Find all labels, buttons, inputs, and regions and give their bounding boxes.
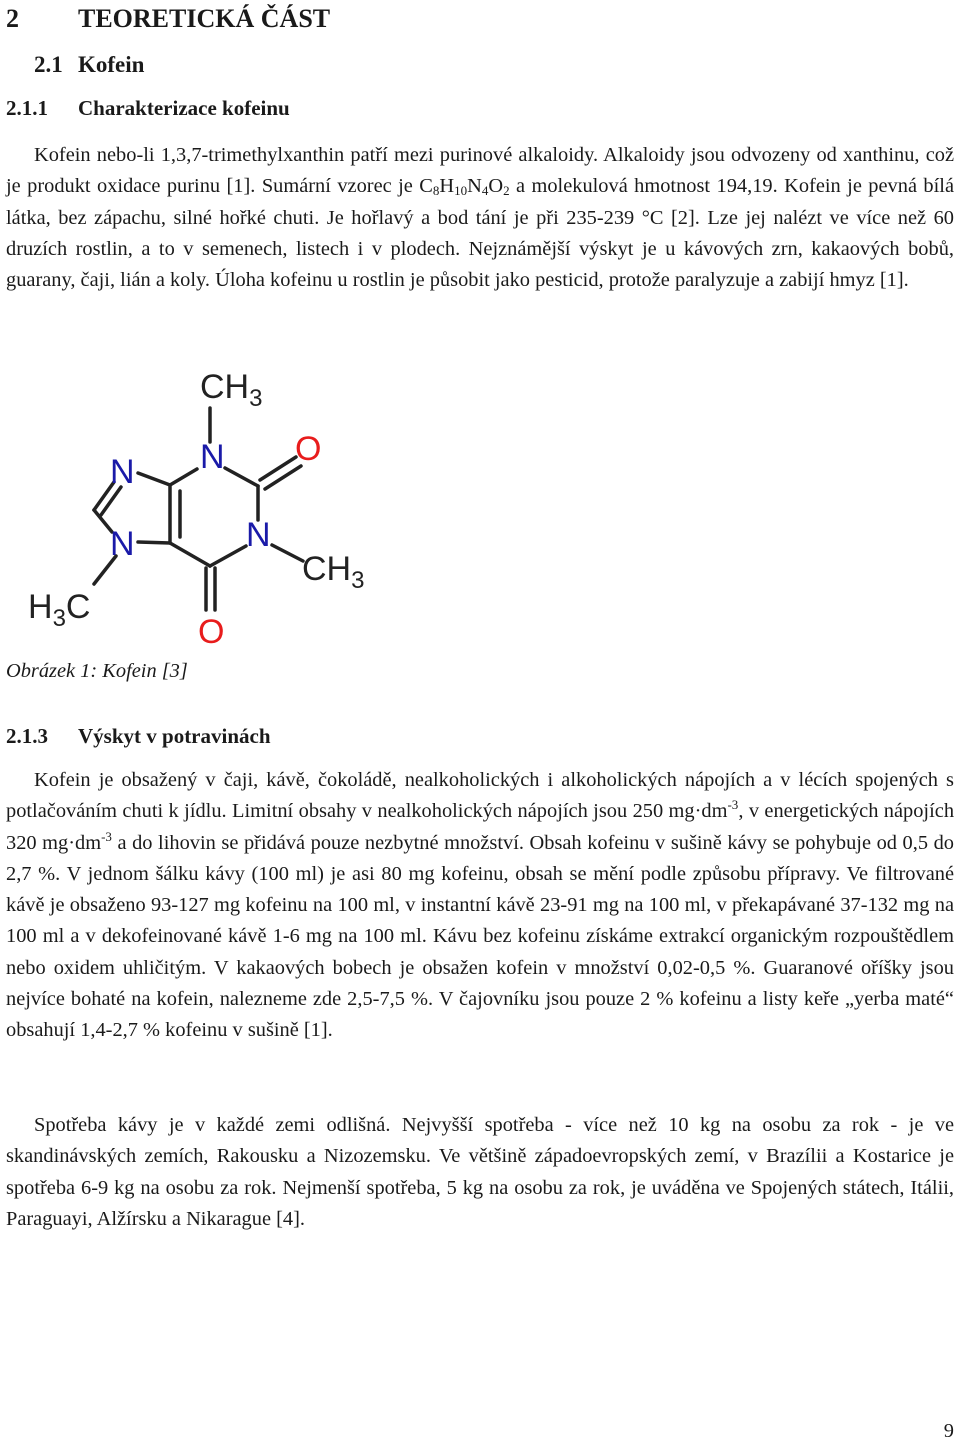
figure-caption: Obrázek 1: Kofein [3] [6, 660, 188, 682]
methyl-left-label: $H_3C$ [28, 588, 91, 632]
paragraph-consumption: Spotřeba kávy je v každé zemi odlišná. Nejvyšší spotřeba - více než 10 kg na osobu za rok - je ve skandinávských zemích, Rakousku a Nizozemsku. Ve většině západoevropských zemí, v Brazílii a Kostarice je spotřeba 6-9 kg na osobu za rok. Nejmenší spotřeba, 5 kg na osobu za rok, je uváděna ve Spojených státech, Itálii, Paraguayi, Alžírsku a Nikarague [4]. [6, 1114, 954, 1230]
subsection-title: Charakterizace kofeinu [78, 96, 290, 120]
paragraph-characterization: Kofein nebo-li 1,3,7-trimethylxanthin patří mezi purinové alkaloidy. Alkaloidy jsou odvozeny od xanthinu, což je produkt oxidace purinu [1]. Sumární vzorec je $C_8H_{10}N_4O_2$ a molekulová hmotnost 194,19. Kofein je pevná bílá látka, bez zápachu, silné hořké chuti. Je hořlavý a bod tání je při 235-239 °C [2]. Lze jej nalézt ve více než 60 druzích rostlin, a to v semenech, listech i v plodech. Nejznámější výskyt je u kávových zrn, kakaových bobů, guarany, čaji, lián a koly. Úloha kofeinu u rostlin je působit jako pesticid, protože paralyzuje a zabijí hmyz [1]. [6, 144, 955, 292]
section-title: Kofein [78, 52, 145, 77]
atom-labels [28, 368, 364, 651]
nitrogen-imidazole-top-label: N [110, 453, 135, 491]
section-heading [34, 52, 144, 78]
oxygen-bottom-label: O [198, 613, 225, 651]
chapter-number: 2 [6, 4, 19, 33]
nitrogen-3-label: N [246, 516, 271, 554]
nitrogen-1-label: N [200, 438, 225, 476]
nitrogen-imidazole-bottom-label: N [110, 525, 135, 563]
page-number: 9 [943, 1420, 954, 1442]
subsection-number: 2.1.3 [6, 724, 48, 748]
subsection-number: 2.1.1 [6, 96, 48, 120]
oxygen-top-label: O [295, 430, 322, 468]
caffeine-structure-diagram [20, 360, 420, 660]
paragraph-occurrence: Kofein je obsažený v čaji, kávě, čokoládě, nealkoholických i alkoholických nápojích a v lécích spojených s potlačováním chuti k jídlu. Limitní obsahy v nealkoholických nápojích jsou 250 $mg\cdot dm^{-3}$, v energetických nápojích 320 $mg\cdot dm^{-3}$ a do lihovin se přidává pouze nezbytné množství. Obsah kofeinu v sušině kávy se pohybuje od 0,5 do 2,7 %. V jednom šálku kávy (100 ml) je asi 80 mg kofeinu, obsah se mění podle způsobu přípravy. Ve filtrované kávě je obsaženo 93-127 mg kofeinu na 100 ml, v instantní kávě 23-91 mg na 100 ml, v překapávané 37-132 mg na 100 ml a v dekofeinované kávě 1-6 mg na 100 ml. Kávu bez kofeinu získáme extrakcí organickým rozpouštědlem nebo oxidem uhličitým. V kakaových bobech je obsažen kofein v množství 0,02-0,5 %. Guaranové oříšky jsou nejvíce bohaté na kofein, nalezneme zde 2,5-7,5 %. V čajovníku jsou pouze 2 % kofeinu a listy keře „yerba maté“ obsahují 1,4-2,7 % kofeinu v sušině [1]. [6, 769, 955, 1042]
subsection-heading-occurrence [6, 724, 271, 749]
caffeine-structure-figure [20, 360, 420, 660]
methyl-right-label: $CH_3$ [302, 550, 365, 594]
subsection-title: Výskyt v potravinách [78, 724, 271, 748]
methyl-top-label: $CH_3$ [200, 368, 263, 412]
bond-lines [94, 408, 303, 610]
chapter-title: TEORETICKÁ ČÁST [78, 4, 331, 33]
section-number: 2.1 [34, 52, 63, 77]
subsection-heading-characterization [6, 96, 290, 121]
chapter-heading [6, 4, 330, 34]
